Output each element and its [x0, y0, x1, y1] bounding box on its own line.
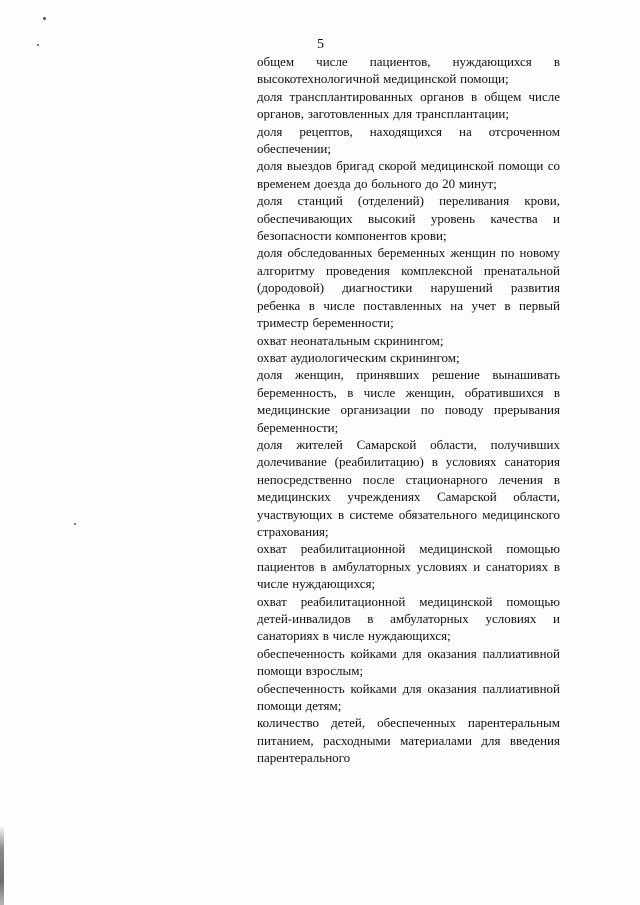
- scan-speck: [74, 523, 76, 525]
- paragraph: обеспеченность койками для оказания паллиативной помощи детям;: [257, 680, 560, 714]
- paragraph: доля обследованных беременных женщин по новому алгоритму проведения комплексной пренатальной (дородовой) диагностики нарушений развития ребенка в числе поставленных на учет в первый триместр беременности;: [257, 245, 560, 331]
- paragraph: доля станций (отделений) переливания крови, обеспечивающих высокий уровень качества и безопасности компонентов крови;: [257, 193, 560, 244]
- paragraph: охват реабилитационной медицинской помощью пациентов в амбулаторных условиях и санаториях в числе нуждающихся;: [257, 541, 560, 592]
- scan-edge-mark: [0, 825, 4, 905]
- body-text: [257, 53, 560, 767]
- paragraph: обеспеченность койками для оказания паллиативной помощи взрослым;: [257, 645, 560, 679]
- paragraph: доля жителей Самарской области, получивших долечивание (реабилитацию) в условиях санатория непосредственно после стационарного лечения в медицинских учреждениях Самарской области, участвующих в системе обязательного медицинского страхования;: [257, 436, 560, 539]
- paragraph: охват реабилитационной медицинской помощью детей-инвалидов в амбулаторных условиях и санаториях в числе нуждающихся;: [257, 593, 560, 644]
- paragraph: охват неонатальным скринингом;: [257, 332, 444, 348]
- paragraph: доля женщин, принявших решение вынашивать беременность, в числе женщин, обратившихся в медицинские организации по поводу прерывания беременности;: [257, 367, 560, 435]
- paragraph: количество детей, обеспеченных парентеральным питанием, расходными материалами для введения парентерального: [257, 715, 560, 766]
- scan-speck: [37, 44, 39, 46]
- paragraph: доля рецептов, находящихся на отсроченном обеспечении;: [257, 123, 560, 157]
- page-number: 5: [317, 37, 324, 52]
- paragraph: доля выездов бригад скорой медицинской помощи со временем доезда до больного до 20 минут;: [257, 158, 560, 191]
- paragraph: доля трансплантированных органов в общем числе органов, заготовленных для трансплантации;: [257, 88, 560, 122]
- scan-speck: [43, 17, 46, 20]
- paragraph: общем числе пациентов, нуждающихся в высокотехнологичной медицинской помощи;: [257, 54, 560, 87]
- paragraph: охват аудиологическим скринингом;: [257, 349, 460, 365]
